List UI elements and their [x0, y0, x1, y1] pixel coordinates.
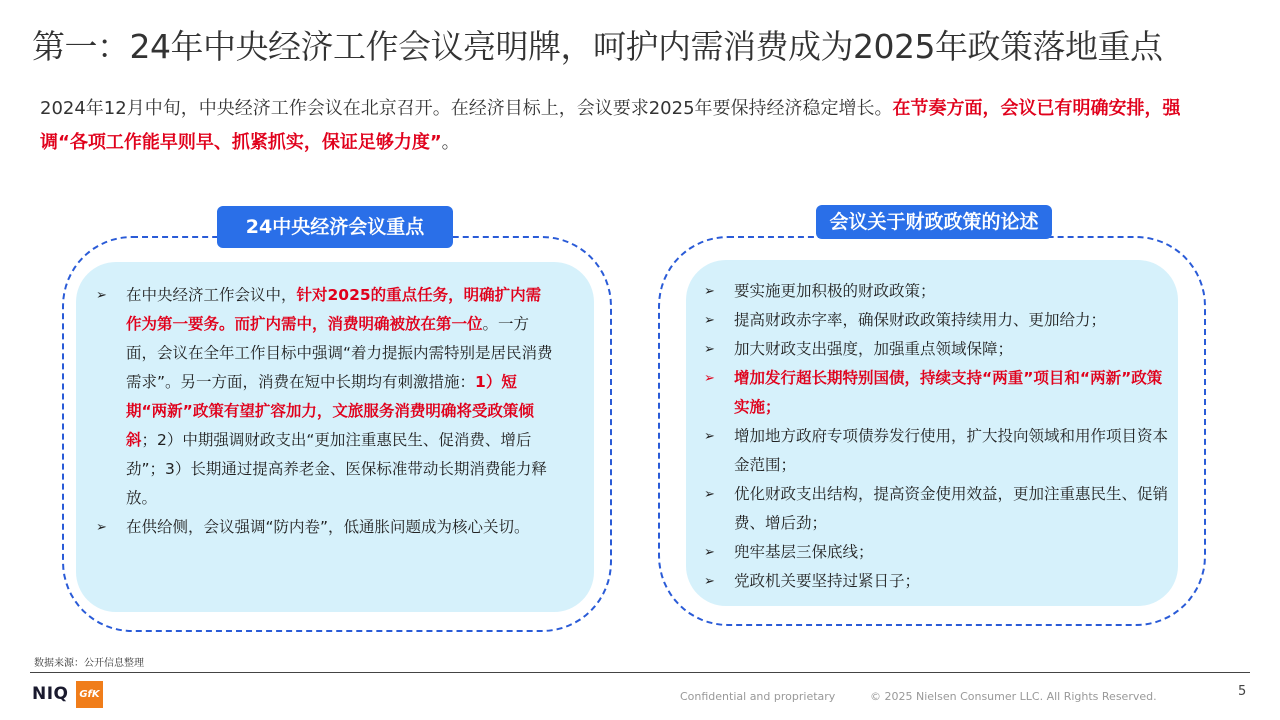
arrow-bullet-icon: ➢ [704, 342, 715, 357]
data-source-note: 数据来源：公开信息整理 [34, 658, 144, 669]
right-panel-list [704, 277, 1172, 596]
list-item [96, 513, 556, 542]
arrow-bullet-icon: ➢ [96, 288, 107, 303]
bullet-text: 优化财政支出结构，提高资金使用效益，更加注重惠民生、促销费、增后劲； [734, 485, 1169, 532]
bullet-text: 增加地方政府专项债券发行使用，扩大投向领域和用作项目资本金范围； [734, 427, 1169, 474]
page-number: 5 [1238, 684, 1247, 699]
list-item [96, 281, 556, 513]
list-item [704, 480, 1172, 538]
list-item [704, 422, 1172, 480]
bullet-text: 在中央经济工作会议中， [126, 286, 297, 304]
arrow-bullet-icon: ➢ [96, 520, 107, 535]
bullet-text: 提高财政赤字率，确保财政政策持续用力、更加给力； [734, 311, 1107, 329]
intro-highlight: 在节奏方面，会议已有明确安排，强调“各项工作能早则早、抓紧抓实，保证足够力度” [40, 98, 1181, 153]
intro-end: 。 [441, 132, 460, 153]
intro-text: 2024年12月中旬，中央经济工作会议在北京召开。在经济目标上，会议要求2025年要保持经济稳定增长。 [40, 98, 893, 119]
bullet-text: 兜牢基层三保底线； [734, 543, 874, 561]
list-item [704, 306, 1172, 335]
bullet-text: ；2）中期强调财政支出“更加注重惠民生、促消费、增后劲”；3）长期通过提高养老金、医保标准带动长期消费能力释放。 [126, 431, 547, 507]
bullet-highlight: 针对2025的重点任务，明确扩内需作为第一要务。而扩内需中，消费明确被放在第一位 [126, 286, 542, 333]
bullet-text: 。一方面，会议在全年工作目标中强调“着力提振内需特别是居民消费需求”。另一方面，消费在短中长期均有刺激措施： [126, 315, 553, 391]
list-item [704, 567, 1172, 596]
arrow-bullet-icon: ➢ [704, 313, 715, 328]
bullet-text: 在供给侧，会议强调“防内卷”，低通胀问题成为核心关切。 [126, 518, 530, 536]
bullet-text: 党政机关要坚持过紧日子； [734, 572, 921, 590]
arrow-bullet-icon: ➢ [704, 429, 715, 444]
arrow-bullet-icon: ➢ [704, 284, 715, 299]
bullet-text: 加大财政支出强度，加强重点领域保障； [734, 340, 1014, 358]
copyright-note: © 2025 Nielsen Consumer LLC. All Rights Reserved. [870, 690, 1157, 703]
arrow-bullet-icon: ➢ [704, 371, 715, 386]
bullet-highlight: 1）短期“两新”政策有望扩容加力，文旅服务消费明确将受政策倾斜 [126, 373, 534, 449]
bullet-text: 增加发行超长期特别国债，持续支持“两重”项目和“两新”政策实施； [734, 369, 1163, 416]
list-item-highlight [704, 364, 1172, 422]
intro-paragraph [40, 92, 1200, 160]
arrow-bullet-icon: ➢ [704, 545, 715, 560]
right-panel-badge: 会议关于财政政策的论述 [816, 205, 1052, 239]
niq-logo: NIQ [32, 684, 69, 704]
gfk-logo: GfK [76, 681, 103, 708]
list-item [704, 335, 1172, 364]
arrow-bullet-icon: ➢ [704, 487, 715, 502]
page-title: 第一：24年中央经济工作会议亮明牌，呵护内需消费成为2025年政策落地重点 [32, 27, 1163, 66]
footer-divider [30, 672, 1250, 673]
bullet-text: 要实施更加积极的财政政策； [734, 282, 936, 300]
confidential-note: Confidential and proprietary [680, 690, 836, 703]
left-panel-badge: 24中央经济会议重点 [217, 206, 453, 248]
left-panel-list [96, 281, 556, 542]
arrow-bullet-icon: ➢ [704, 574, 715, 589]
list-item [704, 538, 1172, 567]
list-item [704, 277, 1172, 306]
